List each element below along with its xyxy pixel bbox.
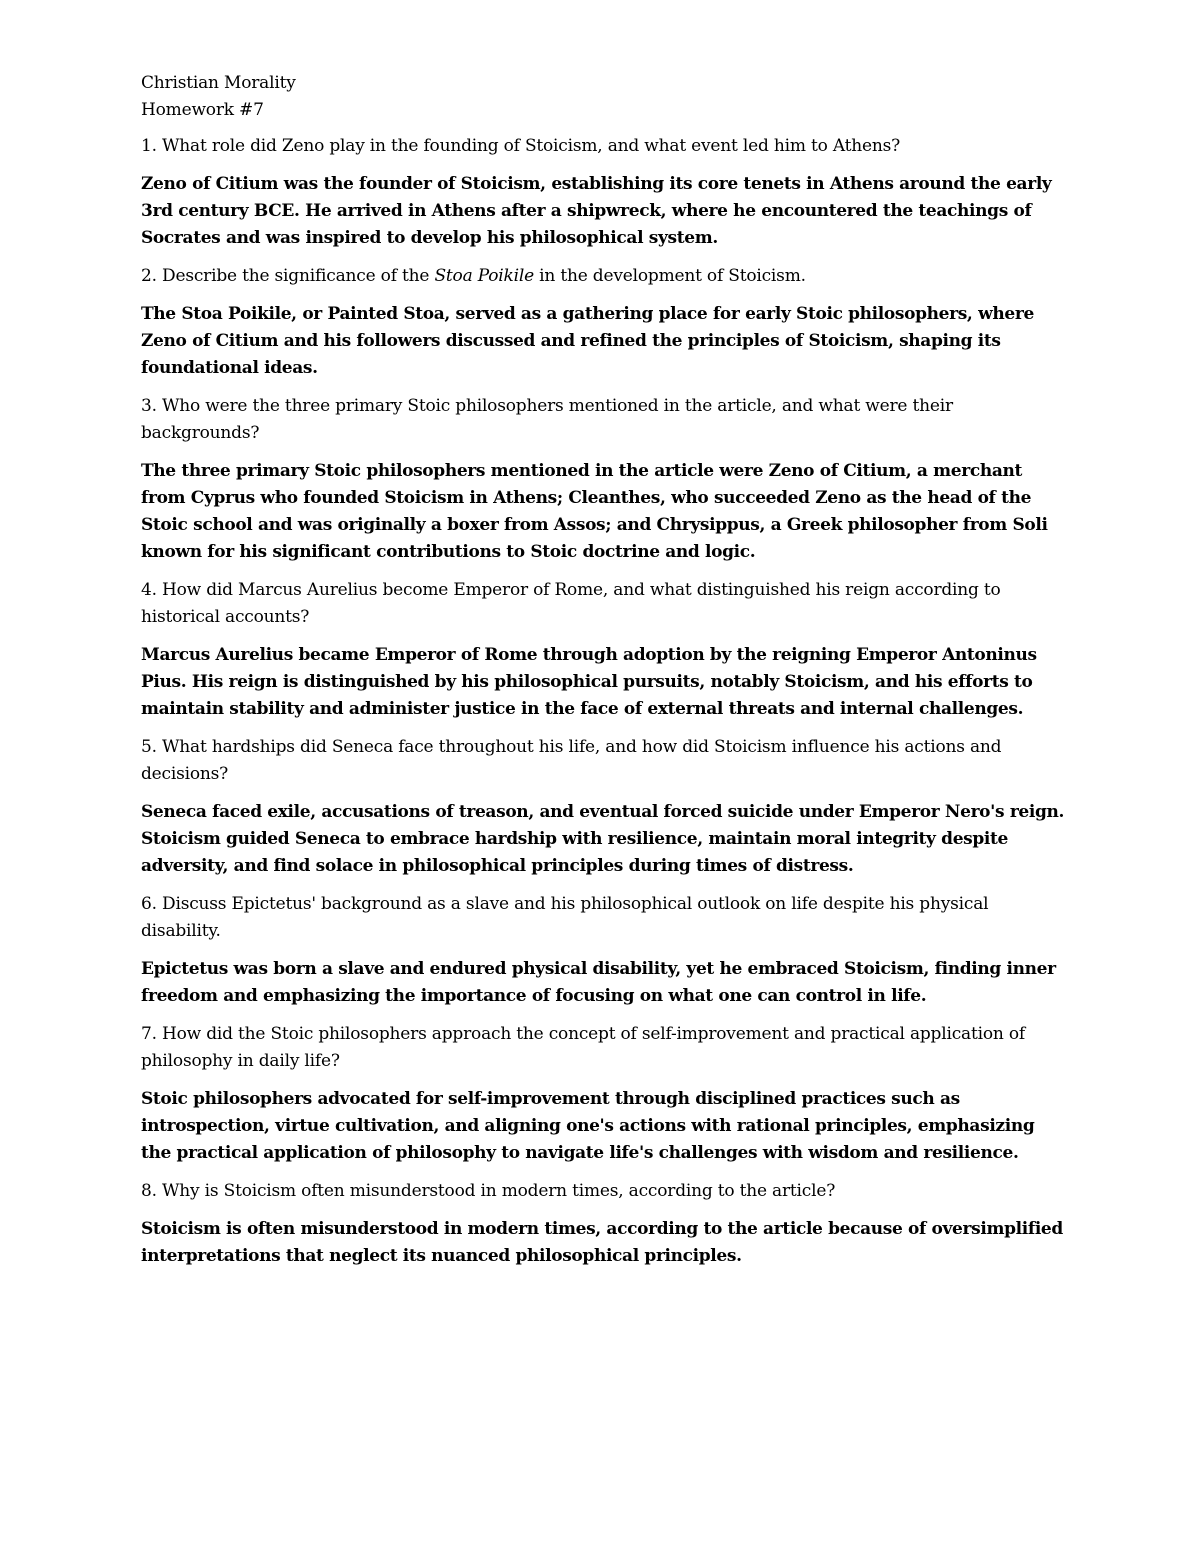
document-header xyxy=(141,70,1066,124)
answer-5: Seneca faced exile, accusations of treason, and eventual forced suicide under Emperor Nero's reign. Stoicism guided Seneca to embrace hardship with resilience, maintain moral integrity despite adversity, and find solace in philosophical principles during times of distress. xyxy=(141,802,1065,876)
question-6: 6. Discuss Epictetus' background as a slave and his philosophical outlook on life despite his physical disability. xyxy=(141,894,989,941)
answer-8: Stoicism is often misunderstood in modern times, according to the article because of oversimplified interpretations that neglect its nuanced philosophical principles. xyxy=(141,1219,1063,1266)
question-2-text-after: in the development of Stoicism. xyxy=(533,266,806,286)
answer-7: Stoic philosophers advocated for self-improvement through disciplined practices such as introspection, virtue cultivation, and aligning one's actions with rational principles, emphasizing the practical application of philosophy to navigate life's challenges with wisdom and resilience. xyxy=(141,1089,1035,1163)
question-8: 8. Why is Stoicism often misunderstood in modern times, according to the article? xyxy=(141,1181,836,1201)
assignment-title: Homework #7 xyxy=(141,100,264,120)
question-2 xyxy=(141,263,1066,290)
answer-6: Epictetus was born a slave and endured physical disability, yet he embraced Stoicism, finding inner freedom and emphasizing the importance of focusing on what one can control in life. xyxy=(141,959,1056,1006)
answer-1: Zeno of Citium was the founder of Stoicism, establishing its core tenets in Athens around the early 3rd century BCE. He arrived in Athens after a shipwreck, where he encountered the teachings of Socrates and was inspired to develop his philosophical system. xyxy=(141,174,1052,248)
document-body xyxy=(141,70,1066,1281)
question-7: 7. How did the Stoic philosophers approach the concept of self-improvement and practical application of philosophy in daily life? xyxy=(141,1024,1025,1071)
course-title: Christian Morality xyxy=(141,73,296,93)
answer-3: The three primary Stoic philosophers mentioned in the article were Zeno of Citium, a merchant from Cyprus who founded Stoicism in Athens; Cleanthes, who succeeded Zeno as the head of the Stoic school and was originally a boxer from Assos; and Chrysippus, a Greek philosopher from Soli known for his significant contributions to Stoic doctrine and logic. xyxy=(141,461,1048,562)
question-4: 4. How did Marcus Aurelius become Emperor of Rome, and what distinguished his reign according to historical accounts? xyxy=(141,580,1001,627)
question-2-italic-term: Stoa Poikile xyxy=(434,266,534,286)
answer-4: Marcus Aurelius became Emperor of Rome through adoption by the reigning Emperor Antoninus Pius. His reign is distinguished by his philosophical pursuits, notably Stoicism, and his efforts to maintain stability and administer justice in the face of external threats and internal challenges. xyxy=(141,645,1037,719)
question-3: 3. Who were the three primary Stoic philosophers mentioned in the article, and what were their backgrounds? xyxy=(141,396,953,443)
question-1: 1. What role did Zeno play in the founding of Stoicism, and what event led him to Athens? xyxy=(141,136,901,156)
answer-2: The Stoa Poikile, or Painted Stoa, served as a gathering place for early Stoic philosophers, where Zeno of Citium and his followers discussed and refined the principles of Stoicism, shaping its foundational ideas. xyxy=(141,304,1034,378)
question-5: 5. What hardships did Seneca face throughout his life, and how did Stoicism influence his actions and decisions? xyxy=(141,737,1002,784)
question-2-text-before: 2. Describe the significance of the xyxy=(141,266,435,286)
